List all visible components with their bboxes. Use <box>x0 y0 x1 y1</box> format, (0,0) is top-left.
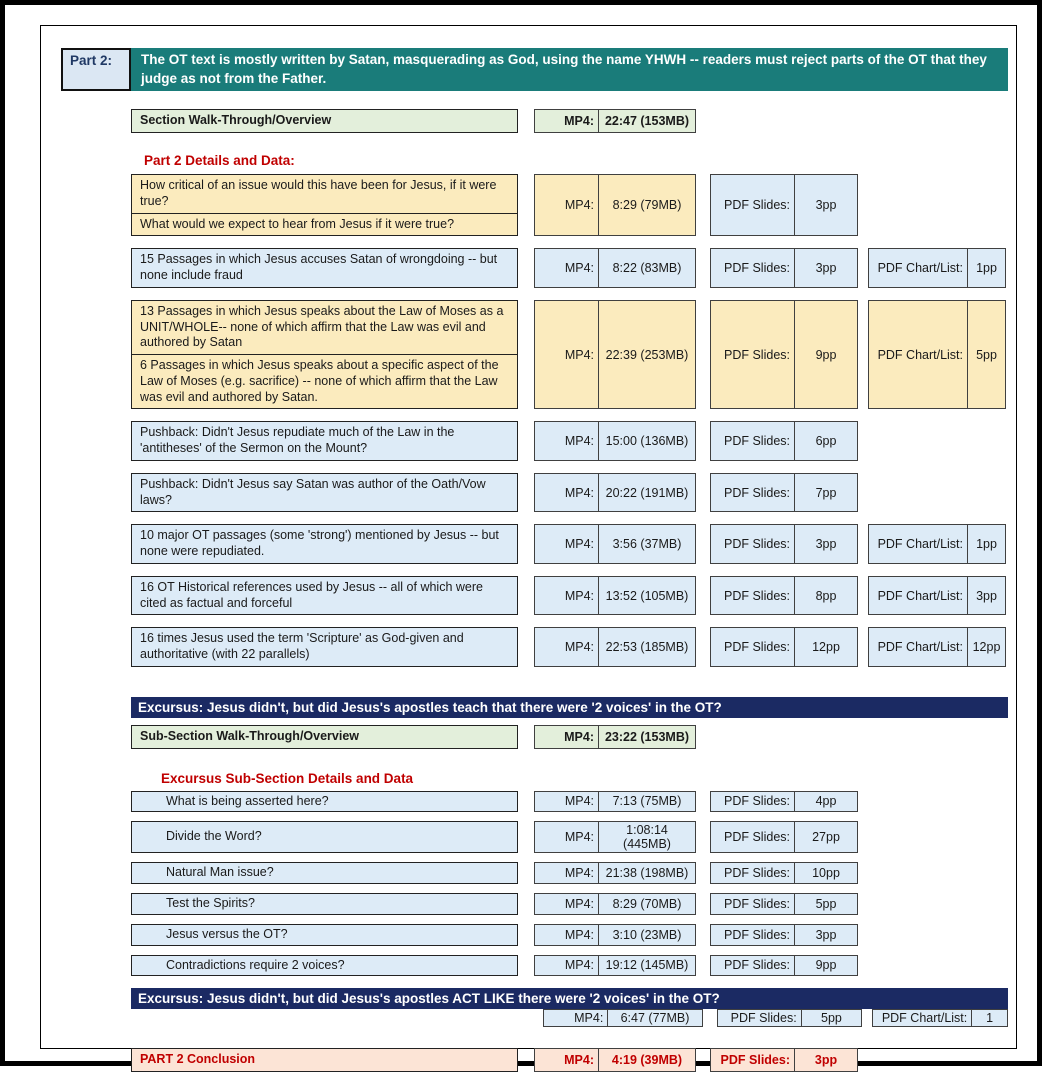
mp4-cell[interactable] <box>534 893 696 915</box>
mp4-value: 23:22 (153MB) <box>604 729 690 744</box>
row-description: How critical of an issue would this have been for Jesus, if it were true? What would we expect to hear from Jesus if it were true? <box>131 174 518 236</box>
pdf-slides-label: PDF Slides: <box>711 1049 795 1071</box>
mp4-value: 15:00 (136MB) <box>605 434 689 448</box>
mp4-value: 22:47 (153MB) <box>604 114 690 129</box>
mp4-value: 3:10 (23MB) <box>612 927 682 942</box>
pdf-chart-cell[interactable] <box>868 248 1006 288</box>
row-description: Test the Spirits? <box>131 893 518 915</box>
conclusion-label: PART 2 Conclusion <box>131 1048 518 1072</box>
mp4-cell[interactable] <box>534 576 696 616</box>
mp4-value: 20:22 (191MB) <box>605 485 689 500</box>
detail-row <box>131 300 1008 410</box>
conclusion-row <box>131 1048 1008 1072</box>
pdf-slides-value: 27pp <box>812 830 840 845</box>
document-frame <box>40 25 1017 1068</box>
row-description: Jesus versus the OT? <box>131 924 518 946</box>
pdf-chart-label: PDF Chart/List: <box>869 577 968 615</box>
pdf-slides-value: 3pp <box>815 198 837 213</box>
excursus-row <box>131 924 1008 946</box>
pdf-slides-value: 8pp <box>815 588 837 603</box>
excursus-actlike-media-row <box>131 1009 1008 1027</box>
pdf-chart-cell[interactable] <box>868 627 1006 667</box>
pdf-slides-cell[interactable] <box>710 421 858 461</box>
mp4-value: 8:22 (83MB) <box>612 261 682 275</box>
pdf-slides-label: PDF Slides: <box>711 925 795 945</box>
pdf-chart-label: PDF Chart/List: <box>869 525 968 563</box>
section-overview-row <box>131 109 1008 133</box>
pdf-chart-cell[interactable] <box>872 1009 1008 1027</box>
mp4-value: 8:29 (70MB) <box>612 896 682 911</box>
pdf-slides-cell[interactable] <box>710 627 858 667</box>
row-description: What is being asserted here? <box>131 791 518 813</box>
pdf-slides-value: 5pp <box>821 1011 842 1026</box>
pdf-slides-value: 3pp <box>814 1053 838 1068</box>
row-description: Natural Man issue? <box>131 862 518 884</box>
pdf-slides-value: 12pp <box>812 640 840 654</box>
excursus-actlike-banner: Excursus: Jesus didn't, but did Jesus's apostles ACT LIKE there were '2 voices' in the OT? <box>131 988 1008 1009</box>
pdf-chart-value: 1pp <box>976 537 997 551</box>
row-description: 13 Passages in which Jesus speaks about the Law of Moses as a UNIT/WHOLE-- none of which affirm that the Law was evil and authored by Satan 6 Passages in which Jesus speaks about a specific aspect of the Law of Moses (e.g. sacrifice) -- none of which affirm that the Law was evil and authored by Satan. <box>131 300 518 410</box>
mp4-value: 13:52 (105MB) <box>605 588 689 603</box>
mp4-cell[interactable] <box>534 473 696 513</box>
detail-row <box>131 174 1008 236</box>
mp4-value: 3:56 (37MB) <box>612 537 682 551</box>
pdf-slides-label: PDF Slides: <box>711 525 795 563</box>
pdf-chart-label: PDF Chart/List: <box>869 301 968 409</box>
pdf-chart-value: 12pp <box>972 640 1001 654</box>
pdf-slides-label: PDF Slides: <box>711 956 795 976</box>
pdf-slides-value: 9pp <box>815 958 837 973</box>
pdf-slides-label: PDF Slides: <box>711 249 795 287</box>
mp4-label: MP4: <box>535 577 599 615</box>
pdf-chart-label: PDF Chart/List: <box>869 628 968 666</box>
mp4-label: MP4: <box>535 175 599 235</box>
pdf-slides-value: 5pp <box>815 896 837 911</box>
pdf-slides-label: PDF Slides: <box>711 577 795 615</box>
mp4-label: MP4: <box>535 110 599 132</box>
excursus-row <box>131 791 1008 813</box>
pdf-slides-value: 4pp <box>815 794 837 809</box>
pdf-slides-cell[interactable] <box>710 1048 858 1072</box>
pdf-slides-cell[interactable] <box>710 576 858 616</box>
mp4-label: MP4: <box>535 863 599 883</box>
pdf-slides-label: PDF Slides: <box>718 1010 802 1026</box>
mp4-cell[interactable] <box>534 821 696 853</box>
pdf-chart-value: 1pp <box>976 261 997 275</box>
mp4-label: MP4: <box>535 301 599 409</box>
mp4-label: MP4: <box>535 925 599 945</box>
excursus-details-heading: Excursus Sub-Section Details and Data <box>161 770 414 786</box>
mp4-label: MP4: <box>535 249 599 287</box>
section-overview-mp4-cell[interactable] <box>534 109 696 133</box>
pdf-chart-value: 5pp <box>976 347 997 362</box>
mp4-label: MP4: <box>535 822 599 852</box>
pdf-chart-label: PDF Chart/List: <box>869 249 968 287</box>
mp4-value: 8:29 (79MB) <box>612 198 682 213</box>
row-description: Divide the Word? <box>131 821 518 853</box>
pdf-slides-cell[interactable] <box>710 248 858 288</box>
pdf-slides-value: 7pp <box>815 485 837 500</box>
mp4-value: 1:08:14 (445MB) <box>623 823 671 852</box>
detail-row <box>131 473 1008 513</box>
row-description: 10 major OT passages (some 'strong') mentioned by Jesus -- but none were repudiated. <box>131 524 518 564</box>
mp4-cell[interactable] <box>534 627 696 667</box>
pdf-slides-cell[interactable] <box>710 174 858 236</box>
pdf-slides-cell[interactable] <box>710 924 858 946</box>
mp4-value: 22:53 (185MB) <box>605 640 689 654</box>
pdf-slides-label: PDF Slides: <box>711 422 795 460</box>
mp4-label: MP4: <box>535 474 599 512</box>
pdf-slides-cell[interactable] <box>710 955 858 977</box>
mp4-label: MP4: <box>535 792 599 812</box>
mp4-cell[interactable] <box>534 248 696 288</box>
pdf-slides-cell[interactable] <box>717 1009 863 1027</box>
excursus-row <box>131 893 1008 915</box>
excursus-teach-banner: Excursus: Jesus didn't, but did Jesus's apostles teach that there were '2 voices' in the OT? <box>131 697 1008 718</box>
excursus-row <box>131 821 1008 853</box>
row-description: Contradictions require 2 voices? <box>131 955 518 977</box>
mp4-value: 4:19 (39MB) <box>611 1053 683 1068</box>
subsection-overview-row <box>131 725 1008 749</box>
section-overview-label: Section Walk-Through/Overview <box>131 109 518 133</box>
row-description: 16 times Jesus used the term 'Scripture' as God-given and authoritative (with 22 parallels) <box>131 627 518 667</box>
part2-details-heading: Part 2 Details and Data: <box>144 153 295 168</box>
pdf-slides-cell[interactable] <box>710 791 858 813</box>
pdf-slides-cell[interactable] <box>710 893 858 915</box>
pdf-slides-label: PDF Slides: <box>711 792 795 812</box>
pdf-chart-cell[interactable] <box>868 524 1006 564</box>
pdf-slides-cell[interactable] <box>710 473 858 513</box>
part2-tag: Part 2: <box>61 48 131 91</box>
mp4-cell[interactable] <box>534 300 696 410</box>
part2-title-banner: The OT text is mostly written by Satan, masquerading as God, using the name YHWH -- readers must reject parts of the OT that they judge as not from the Father. <box>131 48 1008 91</box>
pdf-slides-label: PDF Slides: <box>711 628 795 666</box>
mp4-value: 6:47 (77MB) <box>620 1011 690 1026</box>
mp4-value: 7:13 (75MB) <box>612 794 682 809</box>
mp4-value: 22:39 (253MB) <box>605 347 689 362</box>
pdf-chart-cell[interactable] <box>868 576 1006 616</box>
subsection-overview-mp4-cell[interactable] <box>534 725 696 749</box>
part2-header <box>61 48 1008 91</box>
mp4-label: MP4: <box>544 1010 608 1026</box>
pdf-slides-value: 9pp <box>815 347 837 362</box>
mp4-label: MP4: <box>535 726 599 748</box>
mp4-value: 21:38 (198MB) <box>605 866 689 881</box>
detail-row <box>131 627 1008 667</box>
detail-row <box>131 248 1008 288</box>
mp4-cell[interactable] <box>534 955 696 977</box>
spacer <box>131 1009 527 1027</box>
pdf-slides-value: 6pp <box>815 434 837 448</box>
pdf-slides-label: PDF Slides: <box>711 474 795 512</box>
mp4-cell[interactable] <box>543 1009 702 1027</box>
pdf-slides-value: 3pp <box>815 927 837 942</box>
pdf-slides-label: PDF Slides: <box>711 175 795 235</box>
mp4-label: MP4: <box>535 422 599 460</box>
mp4-label: MP4: <box>535 1049 599 1071</box>
pdf-slides-value: 10pp <box>812 866 840 881</box>
subsection-overview-label: Sub-Section Walk-Through/Overview <box>131 725 518 749</box>
pdf-slides-cell[interactable] <box>710 862 858 884</box>
detail-row <box>131 524 1008 564</box>
row-description: 16 OT Historical references used by Jesus -- all of which were cited as factual and forceful <box>131 576 518 616</box>
mp4-label: MP4: <box>535 628 599 666</box>
row-description: Pushback: Didn't Jesus repudiate much of the Law in the 'antitheses' of the Sermon on the Mount? <box>131 421 518 461</box>
mp4-cell[interactable] <box>534 524 696 564</box>
pdf-slides-label: PDF Slides: <box>711 301 795 409</box>
pdf-slides-label: PDF Slides: <box>711 863 795 883</box>
mp4-cell[interactable] <box>534 862 696 884</box>
pdf-slides-cell[interactable] <box>710 821 858 853</box>
pdf-slides-value: 3pp <box>815 537 837 551</box>
mp4-value: 19:12 (145MB) <box>605 958 689 973</box>
mp4-label: MP4: <box>535 956 599 976</box>
excursus-row <box>131 955 1008 977</box>
pdf-chart-value: 1 <box>986 1011 994 1026</box>
pdf-chart-value: 3pp <box>976 588 997 603</box>
pdf-slides-label: PDF Slides: <box>711 894 795 914</box>
detail-row <box>131 576 1008 616</box>
row-description: 15 Passages in which Jesus accuses Satan of wrongdoing -- but none include fraud <box>131 248 518 288</box>
pdf-chart-label: PDF Chart/List: <box>873 1010 972 1026</box>
mp4-cell[interactable] <box>534 421 696 461</box>
mp4-label: MP4: <box>535 894 599 914</box>
pdf-slides-cell[interactable] <box>710 300 858 410</box>
mp4-label: MP4: <box>535 525 599 563</box>
pdf-slides-cell[interactable] <box>710 524 858 564</box>
pdf-slides-label: PDF Slides: <box>711 822 795 852</box>
excursus-row <box>131 862 1008 884</box>
mp4-cell[interactable] <box>534 791 696 813</box>
row-description: Pushback: Didn't Jesus say Satan was author of the Oath/Vow laws? <box>131 473 518 513</box>
mp4-cell[interactable] <box>534 174 696 236</box>
mp4-cell[interactable] <box>534 1048 696 1072</box>
pdf-chart-cell[interactable] <box>868 300 1006 410</box>
detail-row <box>131 421 1008 461</box>
pdf-slides-value: 3pp <box>815 261 837 275</box>
mp4-cell[interactable] <box>534 924 696 946</box>
